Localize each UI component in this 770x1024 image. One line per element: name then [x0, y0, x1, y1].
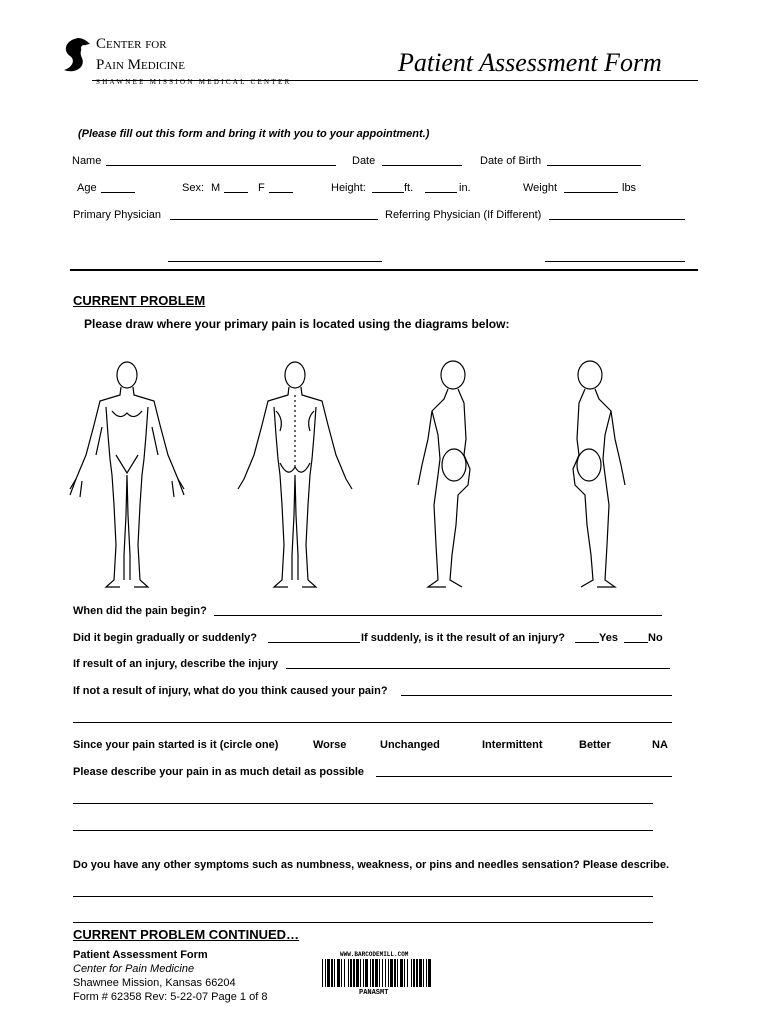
footer-address: Shawnee Mission, Kansas 66204: [73, 977, 236, 989]
height-ft-field[interactable]: [372, 192, 404, 193]
height-in-unit: in.: [459, 182, 471, 194]
footer-org: Center for Pain Medicine: [73, 963, 195, 975]
age-field[interactable]: [101, 192, 135, 193]
body-diagram-left-side[interactable]: [545, 355, 635, 590]
symptoms-field[interactable]: [73, 896, 653, 897]
date-label: Date: [352, 155, 376, 167]
symptoms-label: Do you have any other symptoms such as numbness, weakness, or pins and needles sensation? Please describe.: [73, 859, 670, 871]
weight-field[interactable]: [564, 192, 618, 193]
barcode-top-text: WWW.BARCODEMILL.COM: [340, 951, 409, 958]
not-injury-label: If not a result of injury, what do you think caused your pain?: [73, 685, 388, 697]
describe-injury-field[interactable]: [286, 668, 670, 669]
current-problem-heading: CURRENT PROBLEM: [73, 293, 206, 308]
logo-swirl-icon: [58, 36, 94, 78]
footer-form-name: Patient Assessment Form: [73, 949, 208, 961]
describe-pain-label: Please describe your pain in as much detail as possible: [73, 766, 365, 778]
body-diagram-front[interactable]: [62, 355, 192, 590]
injury-no-field[interactable]: [624, 642, 648, 643]
describe-pain-field-3[interactable]: [73, 830, 653, 831]
logo-line2: Pain Medicine: [96, 57, 185, 73]
option-unchanged[interactable]: Unchanged: [380, 739, 440, 751]
barcode-bottom-text: PANASMT: [359, 989, 389, 997]
gradual-label: Did it begin gradually or suddenly?: [73, 632, 257, 644]
injury-no-label: No: [648, 632, 663, 644]
not-injury-field-2[interactable]: [73, 722, 672, 723]
injury-result-label: If suddenly, is it the result of an injury?: [361, 632, 565, 644]
section-divider: [70, 269, 698, 271]
primary-physician-field[interactable]: [170, 219, 378, 220]
pain-begin-field[interactable]: [214, 615, 662, 616]
barcode-bars: [322, 959, 432, 987]
option-worse[interactable]: Worse: [313, 739, 347, 751]
header-rule: [92, 80, 698, 81]
sex-f-field[interactable]: [269, 192, 293, 193]
sex-f-label: F: [258, 182, 265, 194]
symptoms-field-2[interactable]: [73, 922, 653, 923]
date-field[interactable]: [382, 165, 462, 166]
sex-m-label: M: [211, 182, 221, 194]
height-ft-unit: ft.: [404, 182, 414, 194]
since-started-label: Since your pain started is it (circle one): [73, 739, 279, 751]
dob-label: Date of Birth: [480, 155, 542, 167]
sex-label: Sex:: [182, 182, 205, 194]
primary-physician-field-2[interactable]: [168, 261, 382, 262]
option-better[interactable]: Better: [579, 739, 611, 751]
diagram-instruction: Please draw where your primary pain is located using the diagrams below:: [84, 317, 510, 331]
height-label: Height:: [331, 182, 366, 194]
logo-subtitle: SHAWNEE MISSION MEDICAL CENTER: [96, 78, 292, 86]
weight-label: Weight: [523, 182, 558, 194]
injury-yes-label: Yes: [599, 632, 618, 644]
weight-unit: lbs: [622, 182, 637, 194]
gradual-field[interactable]: [268, 642, 360, 643]
option-intermittent[interactable]: Intermittent: [482, 739, 543, 751]
pain-begin-label: When did the pain begin?: [73, 605, 207, 617]
primary-physician-label: Primary Physician: [73, 209, 162, 221]
intro-text: (Please fill out this form and bring it with you to your appointment.): [78, 128, 430, 140]
referring-physician-field-2[interactable]: [545, 261, 685, 262]
sex-m-field[interactable]: [224, 192, 248, 193]
age-label: Age: [77, 182, 97, 194]
referring-physician-field[interactable]: [549, 219, 685, 220]
continued-heading: CURRENT PROBLEM CONTINUED…: [73, 927, 300, 942]
describe-injury-label: If result of an injury, describe the injury: [73, 658, 279, 670]
describe-pain-field[interactable]: [376, 776, 672, 777]
name-field[interactable]: [106, 165, 336, 166]
option-na[interactable]: NA: [652, 739, 668, 751]
referring-physician-label: Referring Physician (If Different): [385, 209, 542, 221]
name-label: Name: [72, 155, 102, 167]
dob-field[interactable]: [547, 165, 641, 166]
footer-form-number: Form # 62358 Rev: 5-22-07 Page 1 of 8: [73, 991, 268, 1003]
injury-yes-field[interactable]: [575, 642, 599, 643]
body-diagram-right-side[interactable]: [408, 355, 498, 590]
height-in-field[interactable]: [425, 192, 457, 193]
describe-pain-field-2[interactable]: [73, 803, 653, 804]
form-title: Patient Assessment Form: [398, 48, 662, 77]
logo-line1: Center for: [96, 36, 167, 52]
not-injury-field[interactable]: [401, 695, 672, 696]
body-diagram-back[interactable]: [230, 355, 360, 590]
